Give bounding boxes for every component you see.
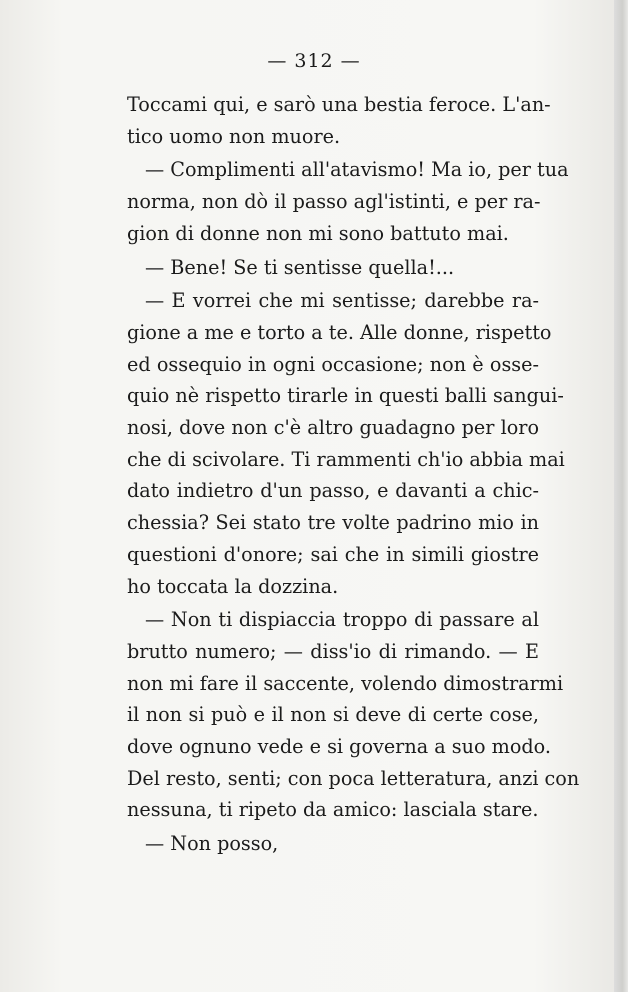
text-line: — Non ti dispiaccia troppo di passare al [145,608,539,632]
text-line: — Bene! Se ti sentisse quella!... [145,255,455,279]
text-line: gione a me e torto a te. Alle donne, rispetto [127,320,552,344]
text-line: ho toccata la dozzina. [127,574,339,598]
page-number: — 312 — [267,50,361,72]
text-line: brutto numero; — diss'io di rimando. — E [127,639,539,663]
text-line: norma, non dò il passo agl'istinti, e per ra- [127,190,541,214]
text-line: Toccami qui, e sarò una bestia feroce. L'an- [127,93,551,116]
paragraph-4 [127,285,565,602]
text-line: il non si può e il non si deve di certe cose, [127,703,539,727]
text-line: gion di donne non mi sono battuto mai. [127,221,509,245]
text-line: — E vorrei che mi sentisse; darebbe ra- [145,289,539,313]
text-line: chessia? Sei stato tre volte padrino mio in [127,511,539,535]
text-line: quio nè rispetto tirarle in questi balli sangui- [127,384,564,408]
text-line: dove ognuno vede e si governa a suo modo. [127,735,551,759]
text-line: nosi, dove non c'è altro guadagno per loro [127,416,539,440]
text-line: dato indietro d'un passo, e davanti a chic- [127,479,539,503]
text-line: — Non posso, [145,832,279,856]
paragraph-2 [127,154,569,249]
paragraph-5 [127,604,580,826]
text-line: — Complimenti all'atavismo! Ma io, per tua [145,158,569,182]
text-line: tico uomo non muore. [127,124,341,148]
text-line: Del resto, senti; con poca letteratura, anzi con [127,766,580,790]
paragraph-3 [127,252,539,284]
text-line: nessuna, ti ripeto da amico: lasciala stare. [127,798,539,822]
text-line: che di scivolare. Ti rammenti ch'io abbia mai [127,447,565,471]
text-line: ed ossequio in ogni occasione; non è osse- [127,352,539,376]
text-line: non mi fare il saccente, volendo dimostrarmi [127,671,564,695]
page-body [127,89,580,862]
text-line: questioni d'onore; sai che in simili giostre [127,542,539,566]
paragraph-1 [127,89,551,152]
page-edge [614,0,628,992]
paragraph-6 [127,828,539,860]
